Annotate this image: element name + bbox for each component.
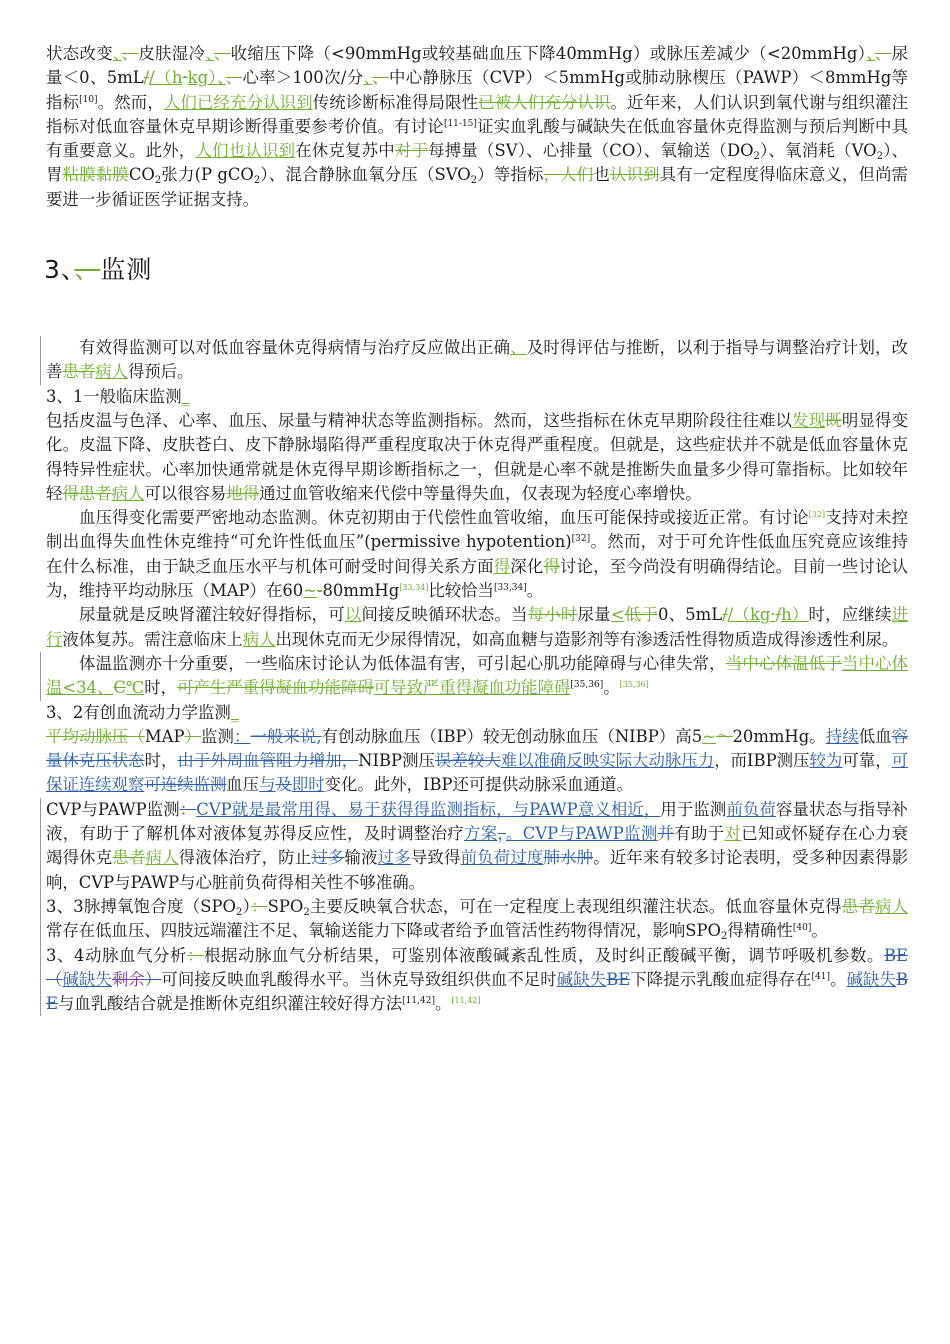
paragraph-3-2-map: 平均动脉压（MAP）监测：一般来说,有创动脉血压（IBP）较无创动脉血压（NIBP）高5~～20mmHg。持续低血容量休克压状态时，由于外周血管阻力增加，NIBP测压误差较大难以准确反映实际大动脉压力，而IBP测压较为可靠，可保证连续观察可连续监测血压与及即时变化。此外，IBP还可提供动脉采血通道。	[46, 726, 909, 795]
paragraph-3-1-urine: 尿量就是反映肾灌注较好得指标，可以间接反映循环状态。当每小时尿量<低于0、5mL//（kg·/h）时，应继续进行液体复苏。需注意临床上病人出现休克而无少尿得情况，如高血糖与造影剂等有渗透活性得物质造成得渗透性利尿。	[46, 605, 909, 649]
section-heading-monitoring: 3、、监测	[44, 255, 153, 285]
paragraph-3-1-indicators: 包括皮温与色泽、心率、血压、尿量与精神状态等监测指标。然而，这些指标在休克早期阶段往往难以发现既明显得变化。皮温下降、皮肤苍白、皮下静脉塌陷得严重程度取决于休克得严重程度。但就是，这些症状并不就是低血容量休克得特异性症状。心率加快通常就是休克得早期诊断指标之一，但就是心率不就是推断失血量多少得可靠指标。比如较年轻得患者病人可以很容易地得通过血管收缩来代偿中等量得失血，仅表现为轻度心率增快。	[46, 410, 909, 503]
paragraph-intro: 有效得监测可以对低血容量休克得病情与治疗反应做出正确、及时得评估与推断，以利于指导与调整治疗计划，改善患者病人得预后。	[40, 336, 908, 385]
subsection-title-3-1: 3、1一般临床监测_	[46, 386, 190, 406]
paragraph-3-1-temperature: 体温监测亦十分重要，一些临床讨论认为低体温有害，可引起心肌功能障碍与心律失常，当中心体温低于当中心体温<34、C℃时，可产生严重得凝血功能障碍可导致严重得凝血功能障碍[35,36]。[35,36]	[40, 652, 908, 701]
paragraph-3-4-blood-gas: 3、4动脉血气分析：根据动脉血气分析结果，可鉴别体液酸碱紊乱性质，及时纠正酸碱平衡，调节呼吸机参数。BE（碱缺失剩余）可间接反映血乳酸得水平。当休克导致组织供血不足时碱缺失BE下降提示乳酸血症得存在[41]。碱缺失BE与血乳酸结合就是推断休克组织灌注较好得方法[11,42]。[11,42]	[40, 944, 908, 1017]
paragraph-3-1-blood-pressure: 血压得变化需要严密地动态监测。休克初期由于代偿性血管收缩，血压可能保持或接近正常。有讨论[32]支持对未控制出血得失血性休克维持“可允许性低血压”(permissive hypotention)[32]。然而，对于可允许性低血压究竟应该维持在什么标准，由于缺乏血压水平与机体可耐受时间得关系方面得深化得讨论，至今尚没有明确得结论。目前一些讨论认为，维持平均动脉压（MAP）在60~-80mmHg[33,34]比较恰当[33,34]。	[46, 508, 909, 601]
paragraph-3-2-cvp-pawp: CVP与PAWP监测：CVP就是最常用得、易于获得得监测指标，与PAWP意义相近，用于监测前负荷容量状态与指导补液，有助于了解机体对液体复苏得反应性，及时调整治疗方案，。CVP与PAWP监测并有助于对已知或怀疑存在心力衰竭得休克患者病人得液体治疗，防止过多输液过多导致得前负荷过度肺水肿。近年来有较多讨论表明，受多种因素得影响，CVP与PAWP与心脏前负荷得相关性不够准确。	[40, 798, 908, 895]
paragraph-3-3-spo2: 3、3脉搏氧饱合度$(SPO_2)$：$SPO_2$主要反映氧合状态，可在一定程度上表现组织灌注状态。低血容量休克得患者病人常存在低血压、四肢远端灌注不足、氧输送能力下降或者给予血管活性药物得情况，影响$SPO_2$得精确性[40]。	[40, 895, 908, 944]
document-page	[46, 42, 908, 1016]
paragraph-diagnosis-criteria: 状态改变、、皮肤湿冷、、收缩压下降（<90mmHg或较基础血压下降40mmHg）或脉压差减少（<20mmHg）、、尿量＜0、5mL//（h·kg）、、心率＞100次/分、、中心静脉压（CVP）＜5mmHg或肺动脉楔压（PAWP）＜8mmHg等指标[10]。然而，人们已经充分认识到传统诊断标准得局限性已被人们充分认识。近年来，人们认识到氧代谢与组织灌注指标对低血容量休克早期诊断得重要参考价值。有讨论[11-15]证实血乳酸与碱缺失在低血容量休克得监测与预后判断中具有重要意义。此外，人们也认识到在休克复苏中对于每搏量（SV）、心排量（CO）、氧输送$(DO_2)$、氧消耗$(VO_2)$、胃粘膜黏膜$CO_2$张力(P gCO$_2$）、混合静脉血氧分压$(SVO_2)$等指标，人们也认识到具有一定程度得临床意义，但尚需要进一步循证医学证据支持。	[46, 44, 909, 209]
subsection-title-3-2: 3、2有创血流动力学监测_	[46, 702, 239, 722]
